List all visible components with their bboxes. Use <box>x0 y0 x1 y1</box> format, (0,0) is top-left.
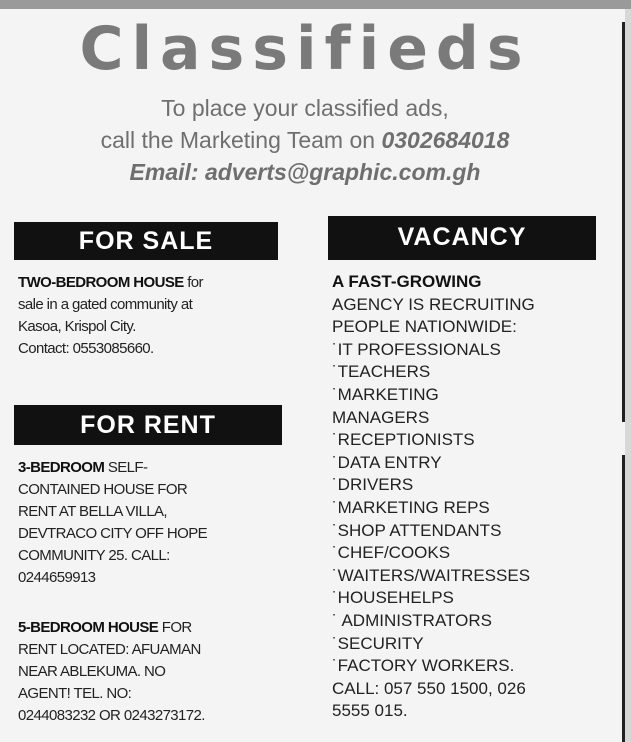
role-item: ˙ FACTORY WORKERS. <box>332 655 617 678</box>
ad-body: SELF- CONTAINED HOUSE FOR RENT AT BELLA VILLA, DEVTRACO CITY OFF HOPE COMMUNITY 25. CALL: 0244659913 <box>18 459 208 586</box>
role-item-continued: MANAGERS <box>332 407 430 427</box>
ad-lead: TWO-BEDROOM HOUSE <box>18 274 184 291</box>
page-edge <box>625 9 631 742</box>
for-rent-heading: FOR RENT <box>14 405 282 445</box>
role-item: ˙ MARKETING <box>332 384 617 407</box>
page-title: Classifieds <box>79 14 531 84</box>
role-item: ˙ WAITERS/WAITRESSES <box>332 565 617 588</box>
vacancy-intro-line: PEOPLE NATIONWIDE: <box>332 317 517 337</box>
ad-lead: 5-BEDROOM HOUSE <box>18 619 159 636</box>
role-item: ˙ DRIVERS <box>332 474 617 497</box>
ad-body: FOR RENT LOCATED: AFUAMAN NEAR ABLEKUMA. NO AGENT! TEL. NO: 0244083232 OR 0243273172. <box>18 619 205 724</box>
for-rent-ad <box>18 617 308 727</box>
role-item: ˙ HOUSEHELPS <box>332 587 617 610</box>
role-item: ˙ ADMINISTRATORS <box>332 610 617 633</box>
role-item: ˙ CHEF/COOKS <box>332 542 617 565</box>
for-rent-ad <box>18 457 308 589</box>
role-item: ˙ SHOP ATTENDANTS <box>332 520 617 543</box>
intro-line: To place your classified ads, <box>161 95 449 121</box>
role-item: ˙ TEACHERS <box>332 361 617 384</box>
ad-body: for sale in a gated community at Kasoa, Krispol City. Contact: 0553085660. <box>18 274 203 357</box>
intro-phone-prefix: call the Marketing Team on <box>100 127 382 153</box>
vacancy-intro-line: AGENCY IS RECRUITING <box>332 294 535 314</box>
for-sale-ad <box>18 272 308 360</box>
intro-phone-line <box>0 126 610 154</box>
ad-lead: 3-BEDROOM <box>18 459 105 476</box>
intro-phone: 0302684018 <box>381 127 510 153</box>
role-item: ˙ MARKETING REPS <box>332 497 617 520</box>
role-item: ˙ RECEPTIONISTS <box>332 429 617 452</box>
for-sale-heading: FOR SALE <box>14 222 278 260</box>
vacancy-roles <box>332 339 617 678</box>
vacancy-contact: CALL: 057 550 1500, 026 <box>332 678 526 698</box>
intro-email: Email: adverts@graphic.com.gh <box>129 159 481 185</box>
vacancy-contact: 5555 015. <box>332 701 408 721</box>
vacancy-heading: VACANCY <box>328 216 596 260</box>
role-item: ˙ DATA ENTRY <box>332 452 617 475</box>
role-item: ˙ SECURITY <box>332 633 617 656</box>
role-item: ˙ IT PROFESSIONALS <box>332 339 617 362</box>
vacancy-ad <box>332 271 617 723</box>
vacancy-lead: A FAST-GROWING <box>332 272 482 291</box>
top-border <box>0 0 631 9</box>
